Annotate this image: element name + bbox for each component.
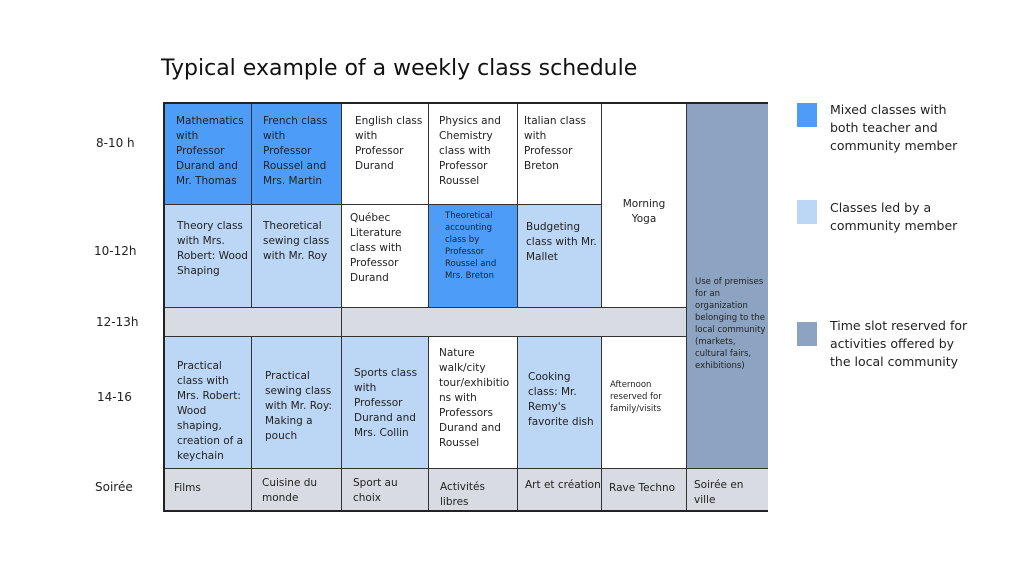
page-title: Typical example of a weekly class schedule [161, 56, 638, 81]
cell-text: Practical class with Mrs. Robert: Wood shaping, creation of a keychain [177, 360, 244, 462]
cell-text: Budgeting class with Mr. Mallet [526, 221, 597, 263]
cell-tue-14 [252, 337, 342, 469]
cell-text: Rave Techno [609, 482, 676, 494]
cell-text: English class with Professor Durand [355, 115, 423, 172]
cell-text: Soirée en ville [694, 479, 744, 506]
legend-text-mixed: Mixed classes with both teacher and community member [830, 102, 958, 153]
cell-sat-afternoon [602, 337, 687, 469]
cell-text: Practical sewing class with Mr. Roy: Making a pouch [265, 370, 332, 442]
cell-fri-eve [518, 469, 602, 510]
cell-wed-8 [342, 104, 429, 205]
row-label-8-10: 8-10 h [96, 136, 135, 150]
schedule-grid [163, 102, 768, 512]
cell-text: Cooking class: Mr. Remy's favorite dish [528, 371, 594, 428]
legend-text-reserved: Time slot reserved for activities offered by the local community [830, 318, 968, 369]
cell-text: Art et création [525, 479, 601, 491]
cell-text: Morning Yoga [622, 198, 666, 225]
cell-tue-10 [252, 205, 342, 308]
cell-tue-eve [252, 469, 342, 510]
cell-thu-10 [429, 205, 518, 308]
cell-text: Québec Literature class with Professor Durand [350, 212, 402, 284]
cell-text: Nature walk/city tour/exhibitio ns with Professors Durand and Roussel [439, 347, 510, 449]
legend-swatch-community-led [797, 200, 817, 224]
cell-mon-eve [165, 469, 252, 510]
cell-mon-10 [165, 205, 252, 308]
row-label-14-16: 14-16 [97, 390, 132, 404]
cell-text: French class with Professor Roussel and Mrs. Martin [263, 115, 328, 187]
cell-lunch-wed-sat [342, 308, 687, 337]
cell-text: Films [174, 482, 201, 494]
cell-thu-eve [429, 469, 518, 510]
cell-sat-eve [602, 469, 687, 510]
cell-mon-8 [165, 104, 252, 205]
legend-swatch-reserved [797, 322, 817, 346]
cell-text: Sports class with Professor Durand and Mrs. Collin [354, 367, 418, 439]
cell-text: Sport au choix [353, 477, 398, 504]
cell-text: Theoretical sewing class with Mr. Roy [263, 220, 330, 262]
cell-fri-14 [518, 337, 602, 469]
row-label-soiree: Soirée [95, 480, 133, 494]
cell-thu-8 [429, 104, 518, 205]
cell-text: Physics and Chemistry class with Professor Roussel [439, 115, 501, 187]
cell-wed-10 [342, 205, 429, 308]
cell-text: Italian class with Professor Breton [524, 115, 586, 172]
cell-text: Cuisine du monde [262, 477, 318, 504]
cell-lunch-mon-tue [165, 308, 342, 337]
cell-wed-14 [342, 337, 429, 469]
row-label-12-13: 12-13h [96, 315, 139, 329]
cell-mon-14 [165, 337, 252, 469]
cell-sun-community [687, 104, 768, 469]
cell-text: Use of premises for an organization belonging to the local community (markets, cultural fairs, exhibitions) [695, 277, 766, 371]
cell-text: Afternoon reserved for family/visits [610, 380, 662, 414]
cell-tue-8 [252, 104, 342, 205]
legend-swatch-mixed [797, 103, 817, 127]
cell-sat-morning [602, 104, 687, 308]
cell-sun-eve [687, 469, 768, 510]
row-label-10-12: 10-12h [94, 244, 137, 258]
cell-text: Mathematics with Professor Durand and Mr. Thomas [176, 115, 244, 187]
cell-text: Activités libres [440, 481, 485, 508]
cell-fri-10 [518, 205, 602, 308]
cell-text: Theoretical accounting class by Professor Roussel and Mrs. Breton [445, 211, 497, 281]
cell-fri-8 [518, 104, 602, 205]
cell-text: Theory class with Mrs. Robert: Wood Shaping [177, 220, 248, 277]
cell-thu-14 [429, 337, 518, 469]
cell-wed-eve [342, 469, 429, 510]
legend-text-community-led: Classes led by a community member [830, 200, 958, 233]
